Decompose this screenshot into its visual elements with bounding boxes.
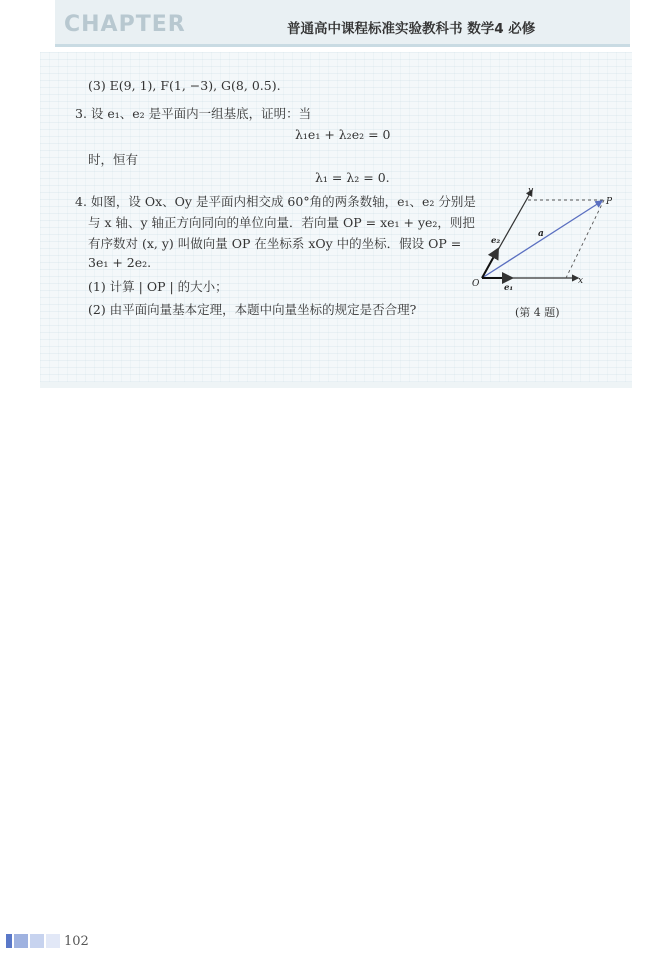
oblique-axes-figure	[468, 186, 618, 296]
label-y: y	[528, 186, 534, 196]
label-origin: O	[472, 279, 480, 289]
question-4-sub-1: (1) 计算 | OP | 的大小；	[88, 279, 228, 294]
label-p: P	[606, 197, 613, 207]
book-title: 普通高中课程标准实验教科书 数学4 必修	[287, 21, 536, 37]
question-4-line-3: 有序数对 (x, y) 叫做向量 OP 在坐标系 xOy 中的坐标．假设 OP =	[88, 236, 462, 251]
question-3-formula-1: λ₁e₁ + λ₂e₂ = 0	[295, 127, 391, 142]
label-e1: e₁	[504, 283, 514, 293]
figure-caption: (第 4 题)	[515, 306, 560, 319]
question-4-line-2: 与 x 轴、y 轴正方向同向的单位向量．若向量 OP = xe₁ + ye₂，则把	[88, 215, 475, 230]
question-3-formula-2: λ₁ = λ₂ = 0.	[315, 170, 390, 185]
chapter-heading: CHAPTER	[64, 12, 186, 37]
page-number: 102	[64, 934, 89, 949]
question-4-sub-2: (2) 由平面向量基本定理，本题中向量坐标的规定是否合理?	[88, 302, 417, 317]
question-4-line-4: 3e₁ + 2e₂.	[88, 255, 152, 270]
label-x: x	[578, 276, 584, 286]
question-3-prompt: 3. 设 e₁、e₂ 是平面内一组基底，证明：当	[75, 106, 312, 121]
unit-vector-e2	[482, 249, 498, 278]
page-edge-marks	[6, 934, 61, 948]
label-a: a	[538, 229, 544, 239]
question-4-line-1: 4. 如图，设 Ox、Oy 是平面内相交成 60°角的两条数轴，e₁、e₂ 分别是	[75, 194, 476, 209]
exercise-item-3-points: (3) E(9, 1), F(1, −3), G(8, 0.5).	[88, 78, 281, 93]
question-3-continuation: 时，恒有	[88, 152, 139, 167]
label-e2: e₂	[491, 236, 501, 246]
